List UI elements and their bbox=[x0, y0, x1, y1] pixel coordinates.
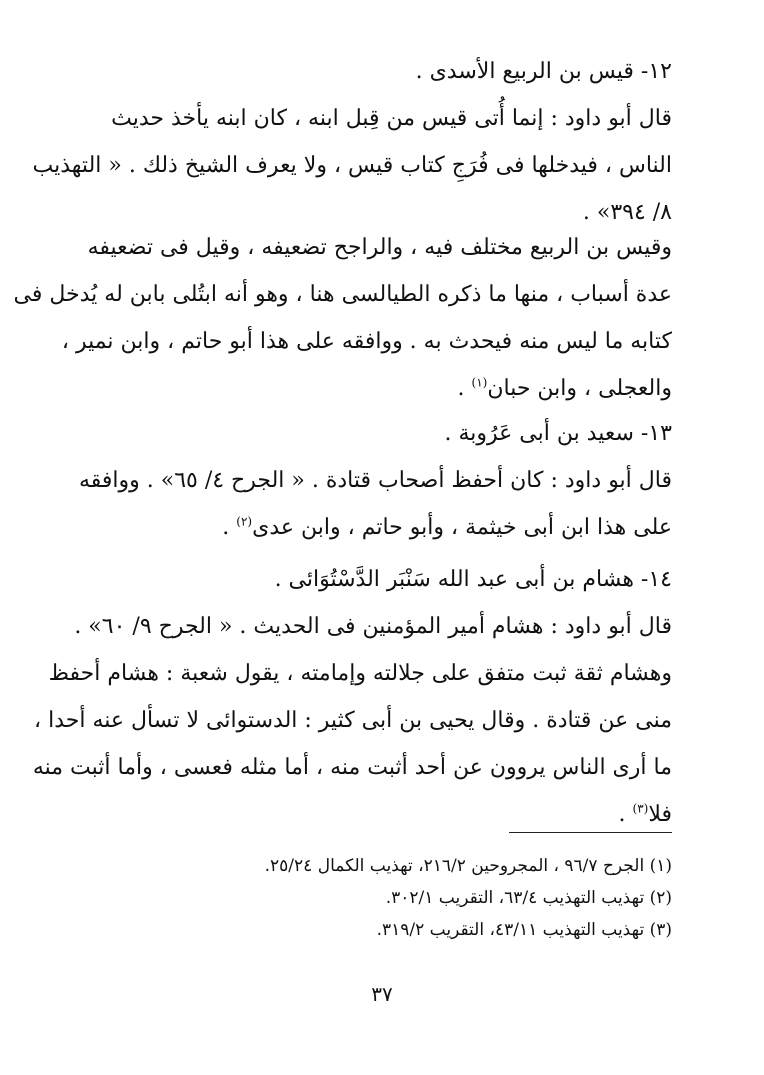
footnote-divider bbox=[509, 832, 672, 833]
text-line: الناس ، فيدخلها فى فُرَجِ كتاب قيس ، ولا يعرف الشيخ ذلك . « التهذيب bbox=[32, 153, 672, 178]
footnote-3: (٣) تهذيب التهذيب ٤٣/١١، التقريب ٣١٩/٢. bbox=[376, 920, 672, 940]
footnote-ref: (١) bbox=[471, 375, 488, 390]
section-13 bbox=[78, 410, 672, 551]
text-line: قال أبو داود : هشام أمير المؤمنين فى الحديث . « الجرح ٩/ ٦٠» . bbox=[74, 614, 672, 639]
footnote-2: (٢) تهذيب التهذيب ٦٣/٤، التقريب ٣٠٢/١. bbox=[385, 888, 672, 908]
text-line: كتابه ما ليس منه فيحدث به . ووافقه على هذا أبو حاتم ، وابن نمير ، bbox=[61, 329, 672, 354]
section-12 bbox=[32, 48, 672, 236]
text-line: ٨/ ٣٩٤» . bbox=[582, 200, 672, 225]
footnote-1: (١) الجرح ٩٦/٧ ، المجروحين ٢١٦/٢، تهذيب الكمال ٢٥/٢٤. bbox=[264, 856, 672, 876]
text-line: منى عن قتادة . وقال يحيى بن أبى كثير : الدستوائى لا تسأل عنه أحدا ، bbox=[34, 708, 672, 733]
section-heading: ١٣- سعيد بن أبى عَرُوبة . bbox=[444, 421, 672, 446]
footnote-ref: (٣) bbox=[632, 801, 649, 816]
text-line: عدة أسباب ، منها ما ذكره الطيالسى هنا ، وهو أنه ابتُلى بابن له يُدخل فى bbox=[13, 282, 672, 307]
section-14 bbox=[32, 556, 672, 838]
text-line: وقيس بن الربيع مختلف فيه ، والراجح تضعيفه ، وقيل فى تضعيفه bbox=[87, 235, 672, 260]
text-line: وهشام ثقة ثبت متفق على جلالته وإمامته ، يقول شعبة : هشام أحفظ bbox=[48, 661, 672, 686]
footnote-ref: (٢) bbox=[236, 514, 253, 529]
section-heading: ١٤- هشام بن أبى عبد الله سَنْبَر الدَّسْتُوَائى . bbox=[274, 567, 672, 592]
text-line-last: فلا$^{(٣)}$ . bbox=[618, 801, 672, 827]
text-line: قال أبو داود : إنما أُتى قيس من قِبل ابنه ، كان ابنه يأخذ حديث bbox=[111, 106, 672, 131]
text-line: قال أبو داود : كان أحفظ أصحاب قتادة . « الجرح ٤/ ٦٥» . ووافقه bbox=[78, 468, 672, 493]
text-line-last: على هذا ابن أبى خيثمة ، وأبو حاتم ، وابن عدى$^{(٢)}$ . bbox=[222, 514, 672, 540]
section-12-commentary bbox=[13, 224, 672, 412]
text-line-last: والعجلى ، وابن حبان$^{(١)}$ . bbox=[457, 375, 672, 401]
page-number: ٣٧ bbox=[371, 982, 393, 1006]
section-heading: ١٢- قيس بن الربيع الأسدى . bbox=[415, 59, 672, 84]
text-line: ما أرى الناس يروون عن أحد أثبت منه ، أما مثله فعسى ، وأما أثبت منه bbox=[32, 755, 672, 780]
footnotes bbox=[90, 850, 672, 946]
